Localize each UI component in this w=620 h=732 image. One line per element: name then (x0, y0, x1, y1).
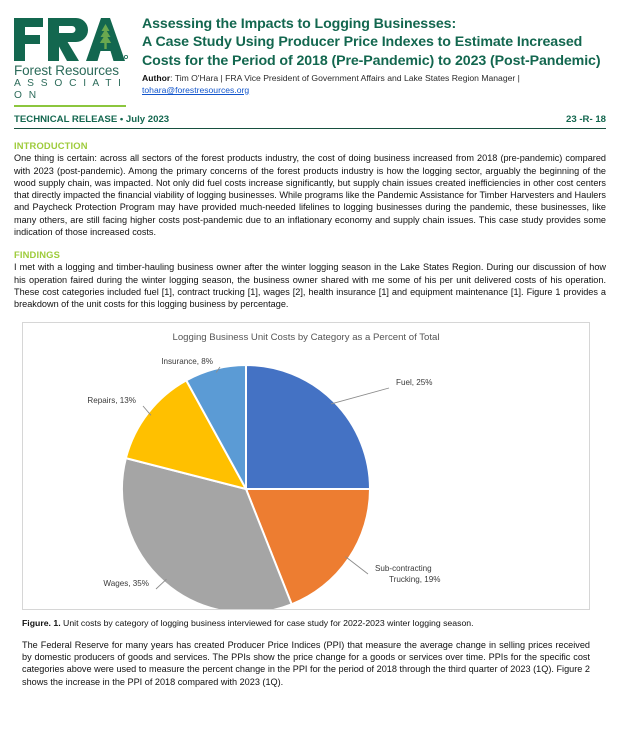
pie-data-label: Insurance, 8% (161, 356, 213, 366)
fra-logo-word-primary: Forest Resources (14, 63, 119, 78)
fra-logo-underline (14, 105, 126, 107)
release-id: 23 -R- 18 (566, 113, 606, 125)
page-title-line-2: A Case Study Using Producer Price Indexes to Estimate Increased (142, 34, 583, 51)
release-label: TECHNICAL RELEASE • July 2023 (14, 113, 170, 125)
author-line (142, 73, 606, 96)
section-body-findings: I met with a logging and timber-hauling business owner after the winter logging season in the Lake States Region. During our discussion of how his operation faired during the winter logging season, the business owner shared with me some of his per unit delivered costs of his operation. These cost categories included fuel [1], contract trucking [1], wages [2], health insurance [1] and equipment maintenance [1]. Figure 1 provides a breakdown of the unit costs for this logging business by percentage. (14, 262, 606, 310)
document-header (14, 0, 606, 107)
figure-1-chart (22, 322, 590, 610)
closing-section (22, 639, 590, 688)
header-divider (14, 128, 606, 130)
pie-leader-line (331, 388, 389, 404)
pie-slice (246, 365, 370, 489)
figure-1-caption (22, 618, 606, 628)
closing-paragraph: The Federal Reserve for many years has created Producer Price Indices (PPI) that measure the average change in selling prices received by domestic producers of goods and services. The PPIs show the price change for a goods or services over time. PPIs for the specific cost categories above were used to measure the percent change in the PPI for the period of 2018 through the third quarter of 2023 (1Q). Figure 2 shows the increase in the PPI of 2018 compared with 2023 (1Q). (22, 639, 590, 687)
page-title-line-1: Assessing the Impacts to Logging Businesses: (142, 16, 457, 32)
author-label: Author (142, 73, 171, 84)
page-title-line-3: Costs for the Period of 2018 (Pre-Pandemic) to 2023 (Post-Pandemic) (142, 52, 601, 69)
figure-caption-number: Figure. 1. (22, 617, 61, 628)
pie-data-label: Repairs, 13% (87, 395, 136, 405)
page-title (142, 15, 606, 70)
author-email-link[interactable]: tohara@forestresources.org (142, 84, 250, 95)
title-block (130, 14, 606, 96)
pie-data-label: Fuel, 25% (396, 377, 433, 387)
pie-chart-svg (23, 323, 601, 609)
section-findings (14, 249, 606, 310)
chart-title: Logging Business Unit Costs by Category as a Percent of Total (172, 331, 440, 343)
fra-logo-word-secondary: A S S O C I A T I O N (14, 78, 123, 102)
section-body-introduction: One thing is certain: across all sectors of the forest products industry, the cost of doing business increased from 2018 (pre-pandemic) compared with 2023 (post-pandemic). Among the primary concerns of the forest products industry is how the logging sector, arguably the beginning of the wood supply chain, was impacted. Not only did fuel costs increase significantly, but supply chain issues created inefficiencies in other cost centers that directly impacted the financial viability of logging businesses. While programs like the Pandemic Assistance for Timber Harvesters and Haulers and Paycheck Protection Program may have provided much-needed lifelines to logging businesses during the pandemic, these businesses, like many others, are still facing higher costs post-pandemic due to an inflationary economy and supply chain issues. This case study provides some indication of those increased costs. (14, 153, 606, 238)
pie-leader-line (345, 556, 368, 573)
section-heading-findings: FINDINGS (14, 249, 60, 261)
section-introduction (14, 140, 606, 238)
figure-caption-text: Unit costs by category of logging business interviewed for case study for 2022-2023 winter logging season. (60, 617, 474, 628)
fra-logo (14, 14, 130, 107)
author-text: : Tim O'Hara | FRA Vice President of Government Affairs and Lake States Region Manager | (170, 73, 520, 84)
release-bar (14, 114, 606, 125)
pie-data-label: Sub-contracting Trucking, 19% (375, 563, 441, 584)
pie-slices (122, 365, 370, 609)
section-heading-introduction: INTRODUCTION (14, 140, 88, 152)
fra-logo-mark (14, 16, 128, 63)
pie-data-label: Wages, 35% (103, 578, 149, 588)
